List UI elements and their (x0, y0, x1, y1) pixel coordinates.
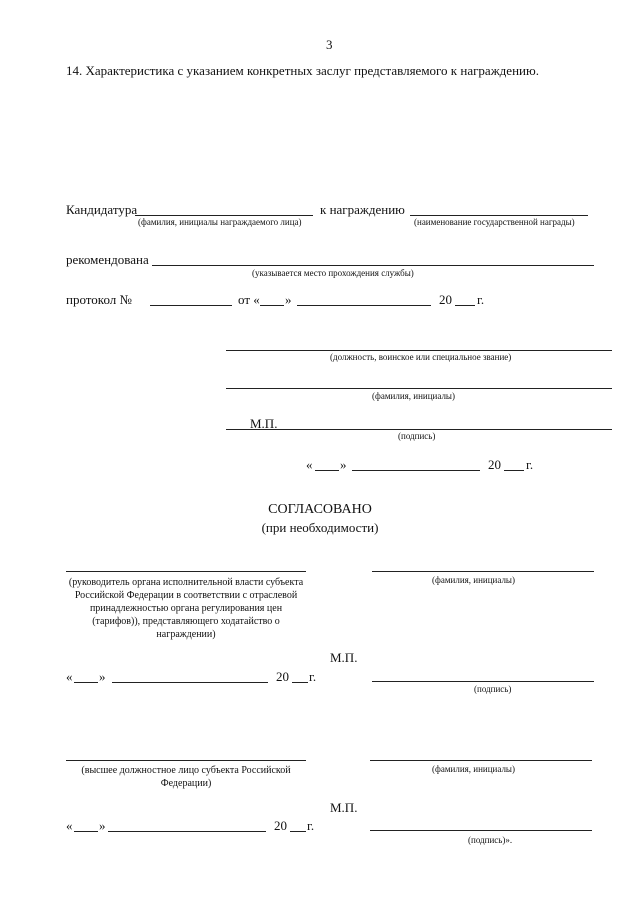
protocol-day-line (260, 305, 284, 306)
signatory-signature-line (226, 429, 612, 430)
block1-signature-caption: (подпись) (474, 684, 512, 694)
protocol-year-line (455, 305, 475, 306)
candidate-name-caption: (фамилия, инициалы награждаемого лица) (138, 217, 302, 227)
signatory-year-prefix: 20 (488, 457, 501, 472)
block2-name-line (370, 760, 592, 761)
block1-day-line (74, 682, 98, 683)
block1-year-prefix: 20 (276, 669, 289, 684)
award-name-line (410, 215, 588, 216)
signatory-date-close-quote: » (340, 457, 347, 472)
block1-year-line (292, 682, 308, 683)
block2-caption: (высшее должностное лицо субъекта Российской Федерации) (81, 765, 291, 789)
to-award-label: к награждению (320, 202, 405, 217)
block1-month-line (112, 682, 268, 683)
block1-date-close-quote: » (99, 669, 106, 684)
signatory-year-suffix: г. (526, 457, 534, 472)
signatory-name-line (226, 388, 612, 389)
block2-month-line (108, 831, 266, 832)
section-14-heading: 14. Характеристика с указанием конкретных заслуг представляемого к награждению. (66, 63, 539, 78)
block2-date-close-quote: » (99, 818, 106, 833)
service-place-caption: (указывается место прохождения службы) (252, 268, 414, 278)
block2-signature-line (370, 830, 592, 831)
block2-signature-caption: (подпись)». (468, 835, 513, 845)
candidate-name-line (135, 215, 313, 216)
protocol-year-prefix: 20 (439, 292, 452, 307)
recommended-label: рекомендована (66, 252, 149, 267)
block1-date-open-quote: « (66, 669, 73, 684)
protocol-label: протокол № (66, 292, 132, 307)
protocol-from-label: от « (238, 292, 260, 307)
signatory-day-line (315, 470, 339, 471)
agreed-title: СОГЛАСОВАНО (268, 502, 372, 517)
block1-caption: (руководитель органа исполнительной власти субъекта Российской Федерации в соответствии с отраслевой принадлежностью органа регулирования цен (тарифов)), представляющего ходатайство о награждении) (68, 577, 304, 640)
signatory-signature-caption: (подпись) (398, 431, 436, 441)
position-line (226, 350, 612, 351)
signatory-month-line (352, 470, 480, 471)
block2-name-caption: (фамилия, инициалы) (432, 764, 515, 774)
block2-day-line (74, 831, 98, 832)
protocol-month-line (297, 305, 431, 306)
block2-date-open-quote: « (66, 818, 73, 833)
block2-stamp-label: М.П. (330, 800, 358, 815)
block1-head-line (66, 571, 306, 572)
block2-year-prefix: 20 (274, 818, 287, 833)
block1-signature-line (372, 681, 594, 682)
signatory-year-line (504, 470, 524, 471)
block1-name-caption: (фамилия, инициалы) (432, 575, 515, 585)
block1-stamp-label: М.П. (330, 650, 358, 665)
protocol-number-line (150, 305, 232, 306)
protocol-close-quote: » (285, 292, 292, 307)
page-number: 3 (326, 37, 333, 52)
block1-name-line (372, 571, 594, 572)
signatory-stamp-label: М.П. (250, 416, 278, 431)
agreed-subtitle: (при необходимости) (261, 520, 379, 535)
service-place-line (152, 265, 594, 266)
award-name-caption: (наименование государственной награды) (414, 217, 575, 227)
block2-year-line (290, 831, 306, 832)
signatory-name-caption: (фамилия, инициалы) (372, 391, 455, 401)
position-caption: (должность, воинское или специальное звание) (330, 352, 512, 362)
block2-year-suffix: г. (307, 818, 315, 833)
block1-year-suffix: г. (309, 669, 317, 684)
signatory-date-open-quote: « (306, 457, 313, 472)
block2-head-line (66, 760, 306, 761)
protocol-year-suffix: г. (477, 292, 485, 307)
candidacy-label: Кандидатура (66, 202, 138, 217)
